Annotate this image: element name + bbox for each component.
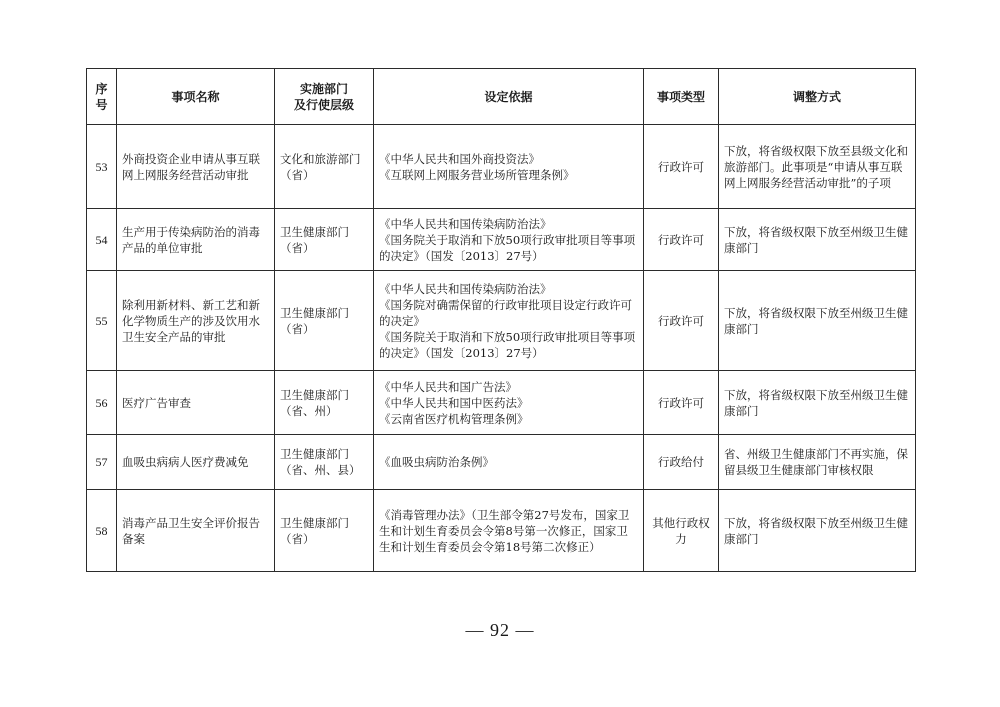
item-name: 生产用于传染病防治的消毒产品的单位审批 xyxy=(117,209,275,271)
row-number: 55 xyxy=(87,271,117,371)
department xyxy=(275,435,374,490)
table-body xyxy=(87,125,916,572)
header-dept xyxy=(275,69,374,125)
legal-basis xyxy=(374,435,644,490)
department xyxy=(275,271,374,371)
item-type: 行政给付 xyxy=(644,435,719,490)
legal-basis xyxy=(374,371,644,435)
department-line: （省） xyxy=(280,240,315,255)
department-line: 文化和旅游部门 xyxy=(280,151,361,166)
page-number: — 92 — xyxy=(465,620,535,640)
header-method: 调整方式 xyxy=(719,69,916,125)
basis-line: 《国务院关于取消和下放50项行政审批项目等事项的决定》（国发〔2013〕27号） xyxy=(379,232,636,263)
header-dept-line: 及行使层级 xyxy=(293,97,354,112)
row-number: 53 xyxy=(87,125,117,209)
row-number: 54 xyxy=(87,209,117,271)
department-line: （省、州、县） xyxy=(280,463,361,477)
basis-line: 《云南省医疗机构管理条例》 xyxy=(379,411,529,426)
table-row xyxy=(87,435,916,490)
row-number: 58 xyxy=(87,490,117,572)
item-type: 行政许可 xyxy=(644,209,719,271)
department-line: （省） xyxy=(280,531,315,546)
legal-basis xyxy=(374,209,644,271)
department-line: 卫生健康部门 xyxy=(280,447,349,461)
document-table xyxy=(86,68,916,572)
header-no-line: 序 xyxy=(95,81,108,96)
header-type: 事项类型 xyxy=(644,69,719,125)
header-basis: 设定依据 xyxy=(374,69,644,125)
item-type: 行政许可 xyxy=(644,371,719,435)
basis-line: 《消毒管理办法》（卫生部令第27号发布，国家卫生和计划生育委员会令第8号第一次修正，国家卫生和计划生育委员会令第18号第二次修正） xyxy=(379,507,630,554)
adjustment-method: 下放，将省级权限下放至州级卫生健康部门 xyxy=(719,490,916,572)
table-row xyxy=(87,490,916,572)
table-row xyxy=(87,371,916,435)
legal-basis xyxy=(374,125,644,209)
adjustment-method: 下放，将省级权限下放至州级卫生健康部门 xyxy=(719,209,916,271)
item-type: 其他行政权力 xyxy=(644,490,719,572)
header-dept-line: 实施部门 xyxy=(299,81,348,96)
adjustment-method: 省、州级卫生健康部门不再实施，保留县级卫生健康部门审核权限 xyxy=(719,435,916,490)
basis-line: 《互联网上网服务营业场所管理条例》 xyxy=(379,167,575,182)
basis-line: 《中华人民共和国广告法》 xyxy=(379,379,517,394)
adjustment-method: 下放，将省级权限下放至县级文化和旅游部门。此事项是“申请从事互联网上网服务经营活动审批”的子项 xyxy=(719,125,916,209)
basis-line: 《血吸虫病防治条例》 xyxy=(379,455,494,469)
item-name: 医疗广告审查 xyxy=(117,371,275,435)
basis-line: 《国务院对确需保留的行政审批项目设定行政许可的决定》 xyxy=(379,297,632,328)
header-no xyxy=(87,69,117,125)
table-row xyxy=(87,209,916,271)
department-line: （省） xyxy=(280,321,315,336)
table-header xyxy=(87,69,916,125)
adjustment-method: 下放，将省级权限下放至州级卫生健康部门 xyxy=(719,271,916,371)
item-type: 行政许可 xyxy=(644,271,719,371)
department xyxy=(275,125,374,209)
legal-basis xyxy=(374,490,644,572)
department-line: （省） xyxy=(280,167,315,182)
department xyxy=(275,490,374,572)
item-name: 外商投资企业申请从事互联网上网服务经营活动审批 xyxy=(117,125,275,209)
header-row xyxy=(87,69,916,125)
item-name: 消毒产品卫生安全评价报告备案 xyxy=(117,490,275,572)
basis-line: 《中华人民共和国外商投资法》 xyxy=(379,151,540,166)
row-number: 57 xyxy=(87,435,117,490)
department-line: （省、州） xyxy=(280,403,338,418)
department xyxy=(275,371,374,435)
department-line: 卫生健康部门 xyxy=(280,305,349,320)
header-name: 事项名称 xyxy=(117,69,275,125)
header-no-line: 号 xyxy=(95,97,108,112)
basis-line: 《中华人民共和国传染病防治法》 xyxy=(379,281,552,296)
legal-basis xyxy=(374,271,644,371)
adjustment-method: 下放，将省级权限下放至州级卫生健康部门 xyxy=(719,371,916,435)
basis-line: 《中华人民共和国中医药法》 xyxy=(379,395,529,410)
department-line: 卫生健康部门 xyxy=(280,515,349,530)
item-name: 血吸虫病病人医疗费减免 xyxy=(117,435,275,490)
item-type: 行政许可 xyxy=(644,125,719,209)
department xyxy=(275,209,374,271)
table-row xyxy=(87,271,916,371)
table-row xyxy=(87,125,916,209)
department-line: 卫生健康部门 xyxy=(280,387,349,402)
row-number: 56 xyxy=(87,371,117,435)
basis-line: 《中华人民共和国传染病防治法》 xyxy=(379,216,552,231)
basis-line: 《国务院关于取消和下放50项行政审批项目等事项的决定》（国发〔2013〕27号） xyxy=(379,329,636,360)
item-name: 除利用新材料、新工艺和新化学物质生产的涉及饮用水卫生安全产品的审批 xyxy=(117,271,275,371)
department-line: 卫生健康部门 xyxy=(280,224,349,239)
